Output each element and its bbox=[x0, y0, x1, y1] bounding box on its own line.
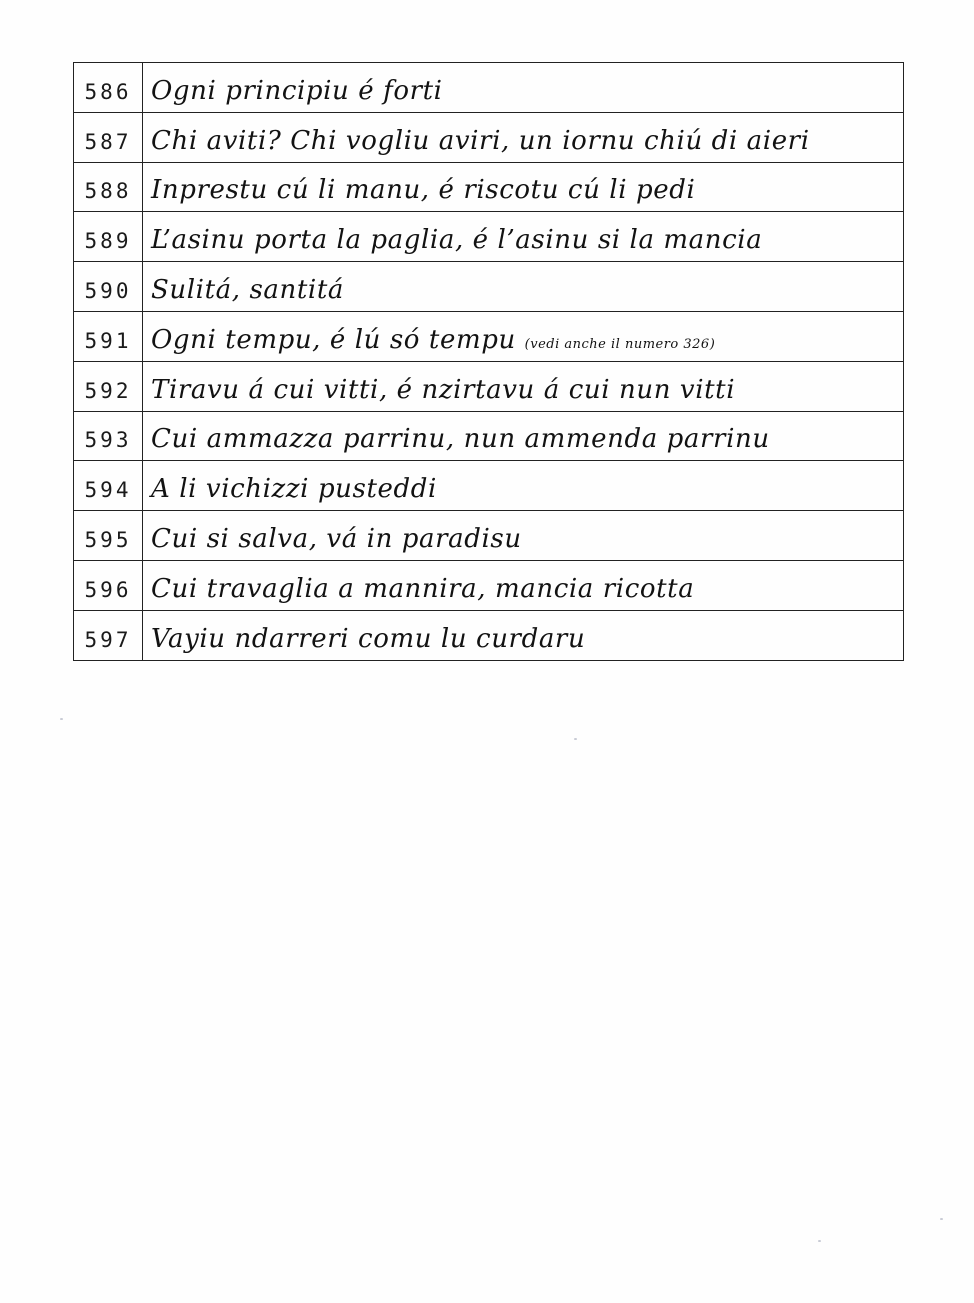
proverb-text bbox=[143, 560, 904, 610]
proverb-text bbox=[143, 610, 904, 660]
proverb-text-main: L’asinu porta la paglia, é l’asinu si la mancia bbox=[151, 225, 763, 256]
table-row bbox=[74, 212, 904, 262]
table-row bbox=[74, 560, 904, 610]
proverb-text bbox=[143, 411, 904, 461]
table-row bbox=[74, 112, 904, 162]
table-row bbox=[74, 461, 904, 511]
table-row bbox=[74, 610, 904, 660]
proverb-number: 587 bbox=[74, 112, 143, 162]
scan-speck bbox=[60, 718, 63, 720]
proverb-text bbox=[143, 162, 904, 212]
proverb-text-main: Ogni tempu, é lú só tempu bbox=[151, 324, 525, 355]
proverb-number: 596 bbox=[74, 560, 143, 610]
table-row bbox=[74, 411, 904, 461]
proverb-text-main: Chi aviti? Chi vogliu aviri, un iornu chiú di aieri bbox=[151, 125, 810, 156]
proverb-number: 586 bbox=[74, 63, 143, 113]
proverb-text-main: Sulitá, santitá bbox=[151, 274, 344, 305]
table-row bbox=[74, 262, 904, 312]
table-row bbox=[74, 63, 904, 113]
proverb-number: 597 bbox=[74, 610, 143, 660]
scan-speck bbox=[940, 1218, 943, 1220]
proverb-number: 590 bbox=[74, 262, 143, 312]
proverb-text-main: Cui ammazza parrinu, nun ammenda parrinu bbox=[151, 424, 770, 455]
proverb-text-main: Tiravu á cui vitti, é nzirtavu á cui nun vitti bbox=[151, 374, 736, 405]
proverbs-table bbox=[73, 62, 904, 661]
proverb-number: 593 bbox=[74, 411, 143, 461]
proverb-note: (vedi anche il numero 326) bbox=[524, 336, 716, 352]
proverb-number: 595 bbox=[74, 511, 143, 561]
proverb-text bbox=[143, 311, 904, 361]
proverb-text bbox=[143, 112, 904, 162]
proverb-text-main: Cui si salva, vá in paradisu bbox=[151, 523, 522, 554]
proverb-text-main: A li vichizzi pusteddi bbox=[151, 474, 437, 505]
scan-speck bbox=[818, 1240, 821, 1242]
proverb-number: 592 bbox=[74, 361, 143, 411]
table-row bbox=[74, 511, 904, 561]
proverb-number: 588 bbox=[74, 162, 143, 212]
proverb-text bbox=[143, 212, 904, 262]
table-row bbox=[74, 311, 904, 361]
proverb-text-main: Vayiu ndarreri comu lu curdaru bbox=[151, 623, 586, 654]
scan-speck bbox=[574, 738, 577, 740]
proverb-text bbox=[143, 262, 904, 312]
proverb-text bbox=[143, 361, 904, 411]
proverb-text-main: Cui travaglia a mannira, mancia ricotta bbox=[151, 573, 695, 604]
proverb-text bbox=[143, 63, 904, 113]
proverb-number: 591 bbox=[74, 311, 143, 361]
proverb-number: 589 bbox=[74, 212, 143, 262]
proverb-text bbox=[143, 511, 904, 561]
table-row bbox=[74, 361, 904, 411]
proverb-number: 594 bbox=[74, 461, 143, 511]
proverb-text bbox=[143, 461, 904, 511]
table-row bbox=[74, 162, 904, 212]
proverb-text-main: Ogni principiu é forti bbox=[151, 75, 443, 106]
proverb-text-main: Inprestu cú li manu, é riscotu cú li pedi bbox=[151, 175, 696, 206]
